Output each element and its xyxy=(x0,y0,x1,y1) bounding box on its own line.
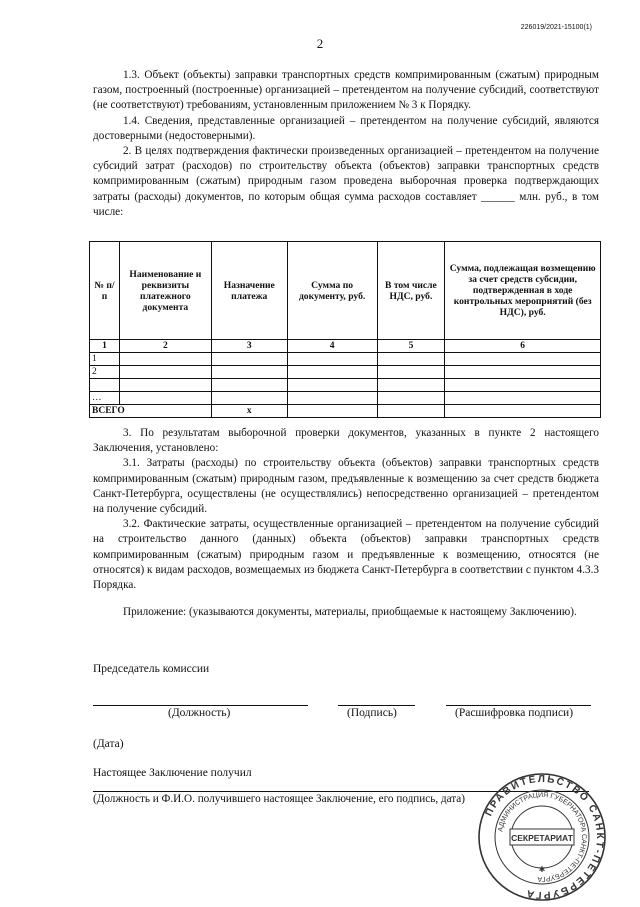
total-label: ВСЕГО xyxy=(90,405,212,418)
table-row xyxy=(90,392,601,405)
table-total-row xyxy=(90,405,601,418)
table-cell xyxy=(287,405,377,418)
table-cell xyxy=(287,379,377,392)
column-number: 3 xyxy=(211,340,287,353)
table-cell xyxy=(445,379,601,392)
official-stamp xyxy=(477,772,607,902)
header-number: № п/п xyxy=(90,242,120,340)
table-cell xyxy=(445,405,601,418)
svg-text:✱: ✱ xyxy=(538,865,546,874)
table-cell xyxy=(211,392,287,405)
chairman-label: Председатель комиссии xyxy=(93,663,210,675)
table-cell xyxy=(445,353,601,366)
signature-line xyxy=(338,705,415,706)
column-number: 6 xyxy=(445,340,601,353)
table-cell xyxy=(377,405,445,418)
table-cell xyxy=(445,366,601,379)
table-cell xyxy=(287,366,377,379)
table-cell xyxy=(377,353,445,366)
table-row xyxy=(90,353,601,366)
stamp-center-text: СЕКРЕТАРИАТ xyxy=(511,833,573,843)
total-purpose-cell: x xyxy=(211,405,287,418)
column-number: 2 xyxy=(119,340,211,353)
header-refund: Сумма, подлежащая возмещению за счет средств субсидии, подтвержденная в ходе контрольных мероприятий (без НДС), руб. xyxy=(445,242,601,340)
column-number: 1 xyxy=(90,340,120,353)
header-document: Наименование и реквизиты платежного документа xyxy=(119,242,211,340)
table-cell xyxy=(211,353,287,366)
appendix-note xyxy=(93,605,599,620)
table-cell xyxy=(377,366,445,379)
header-amount: Сумма по документу, руб. xyxy=(287,242,377,340)
table-cell xyxy=(211,366,287,379)
table-cell: 1 xyxy=(90,353,120,366)
paragraph-3-2: 3.2. Фактические затраты, осуществленные организацией – претендентом на получение субсидий на строительство данного (данных) объекта (объектов) заправки транспортных средств компримированным (сжатым) природным газом и предъявленные к возмещению, относятся (не относятся) к видам расходов, возмещаемых из бюджета Санкт-Петербурга в соответствии с пунктом 4.3.3 Порядка. xyxy=(93,518,599,592)
receiver-label: (Должность и Ф.И.О. получившего настоящее Заключение, его подпись, дата) xyxy=(93,793,465,805)
header-purpose: Назначение платежа xyxy=(211,242,287,340)
table-cell xyxy=(90,379,120,392)
paragraph-1-4: 1.4. Сведения, представленные организацией – претендентом на получение субсидий, являются достоверными (недостоверными). xyxy=(93,114,599,142)
table-cell xyxy=(377,379,445,392)
appendix-text: Приложение: (указываются документы, материалы, приобщаемые к настоящему Заключению). xyxy=(123,606,577,618)
header-vat: В том числе НДС, руб. xyxy=(377,242,445,340)
position-line xyxy=(93,705,308,706)
paragraph-3-1: 3.1. Затраты (расходы) по строительству объекта (объектов) заправки транспортных средств компримированным (сжатым) природным газом, предъявленные к возмещению за счет средств бюджета Санкт-Петербурга, осуществлены (не осуществлялись) непосредственно организацией – претендентом на получение субсидий. xyxy=(93,457,599,516)
column-number: 5 xyxy=(377,340,445,353)
table-cell: … xyxy=(90,392,120,405)
signature-label: (Подпись) xyxy=(347,707,397,719)
date-label: (Дата) xyxy=(93,738,124,750)
table-cell xyxy=(377,392,445,405)
table-row xyxy=(90,366,601,379)
table-cell xyxy=(445,392,601,405)
document-id: 226019/2021-15100(1) xyxy=(520,24,592,31)
table-cell xyxy=(119,366,211,379)
table-cell xyxy=(287,353,377,366)
table-cell xyxy=(119,392,211,405)
paragraph-1-3: 1.3. Объект (объекты) заправки транспортных средств компримированным (сжатым) природным газом, построенный (построенные) организацией – претендентом на получение субсидий, соответствуют (не соответствуют) требованиям, установленным приложением № 3 к Порядку. xyxy=(93,69,599,112)
stamp-seal-icon xyxy=(477,772,607,902)
table-cell xyxy=(211,379,287,392)
svg-text:ПРАВИТЕЛЬСТВО САНКТ-ПЕТЕРБУРГА: ПРАВИТЕЛЬСТВО САНКТ-ПЕТЕРБУРГА xyxy=(483,773,606,901)
paragraph-block-2 xyxy=(93,426,599,593)
table-row xyxy=(90,379,601,392)
svg-text:АДМИНИСТРАЦИЯ ГУБЕРНАТОРА САНК: АДМИНИСТРАЦИЯ ГУБЕРНАТОРА САНКТ-ПЕТЕРБУРГА xyxy=(497,791,588,883)
table-cell xyxy=(119,379,211,392)
column-number: 4 xyxy=(287,340,377,353)
received-label: Настоящее Заключение получил xyxy=(93,767,252,779)
decoding-line xyxy=(446,705,591,706)
paragraph-2: 2. В целях подтверждения фактически произведенных организацией – претендентом на получение субсидий затрат (расходов) по строительству объекта (объектов) заправки транспортных средств компримированным (сжатым) природным газом проведена выборочная проверка подтверждающих затраты (расходы) документов, по которым общая сумма расходов составляет ______ млн. руб., в том числе: xyxy=(93,145,599,218)
payments-table xyxy=(89,241,601,418)
table-cell xyxy=(287,392,377,405)
page-number: 2 xyxy=(316,36,324,51)
paragraph-3: 3. По результатам выборочной проверки документов, указанных в пункте 2 настоящего Заключения, установлено: xyxy=(93,427,599,455)
position-label: (Должность) xyxy=(168,707,231,719)
paragraph-block-1 xyxy=(93,68,599,220)
table-cell: 2 xyxy=(90,366,120,379)
decoding-label: (Расшифровка подписи) xyxy=(455,707,574,719)
table-cell xyxy=(119,353,211,366)
